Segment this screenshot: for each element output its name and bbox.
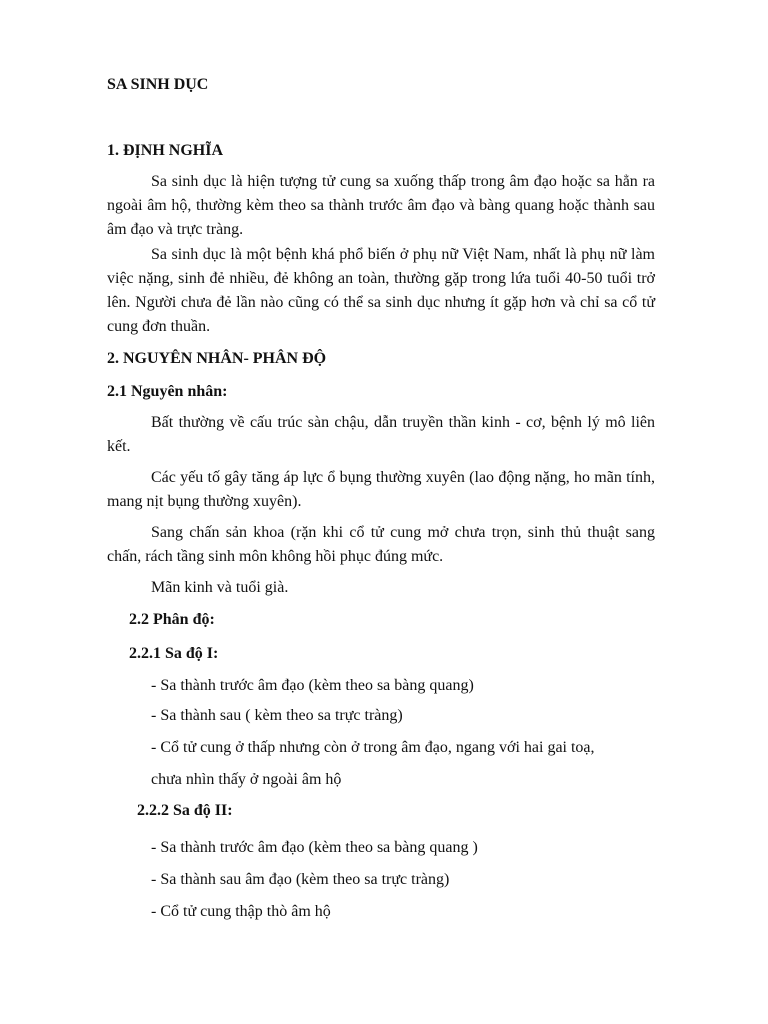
document-title: SA SINH DỤC [107, 76, 209, 93]
grade-1-item-continuation: chưa nhìn thấy ở ngoài âm hộ [151, 771, 342, 788]
grade-1-item: - Sa thành sau ( kèm theo sa trực tràng) [151, 707, 403, 724]
definition-paragraph-1: Sa sinh dục là hiện tượng tử cung sa xuống thấp trong âm đạo hoặc sa hẳn ra ngoài âm hộ, thường kèm theo sa thành trước âm đạo và bàng quang hoặc thành sau âm đạo và trực tràng. [107, 173, 655, 238]
grade-1-item: - Sa thành trước âm đạo (kèm theo sa bàng quang) [151, 677, 474, 694]
section-1-heading: 1. ĐỊNH NGHĨA [107, 142, 224, 159]
grade-2-heading: 2.2.2 Sa độ II: [137, 802, 233, 819]
cause-paragraph-2: Các yếu tố gây tăng áp lực ổ bụng thường xuyên (lao động nặng, ho mãn tính, mang nịt bụng thường xuyên). [107, 469, 655, 510]
grade-2-item: - Cổ tử cung thập thò âm hộ [151, 903, 331, 920]
grade-2-item: - Sa thành sau âm đạo (kèm theo sa trực tràng) [151, 871, 450, 888]
cause-paragraph-4: Mãn kinh và tuổi già. [151, 579, 289, 596]
section-2-heading: 2. NGUYÊN NHÂN- PHÂN ĐỘ [107, 350, 327, 367]
definition-paragraph-2: Sa sinh dục là một bệnh khá phổ biến ở phụ nữ Việt Nam, nhất là phụ nữ làm việc nặng, sinh đẻ nhiều, đẻ không an toàn, thường gặp trong lứa tuổi 40-50 tuổi trở lên. Người chưa đẻ lần nào cũng có thể sa sinh dục nhưng ít gặp hơn và chỉ sa cổ tử cung đơn thuần. [107, 246, 655, 335]
cause-paragraph-1: Bất thường về cấu trúc sàn chậu, dẫn truyền thần kinh - cơ, bệnh lý mô liên kết. [107, 414, 655, 455]
causes-heading: 2.1 Nguyên nhân: [107, 383, 228, 400]
cause-paragraph-3: Sang chấn sản khoa (rặn khi cổ tử cung mở chưa trọn, sinh thủ thuật sang chấn, rách tầng sinh môn không hồi phục đúng mức. [107, 524, 655, 565]
grade-2-item: - Sa thành trước âm đạo (kèm theo sa bàng quang ) [151, 839, 478, 856]
grade-1-heading: 2.2.1 Sa độ I: [129, 645, 219, 662]
grade-1-item: - Cổ tử cung ở thấp nhưng còn ở trong âm đạo, ngang với hai gai toạ, [151, 739, 595, 756]
grading-heading: 2.2 Phân độ: [129, 611, 215, 628]
